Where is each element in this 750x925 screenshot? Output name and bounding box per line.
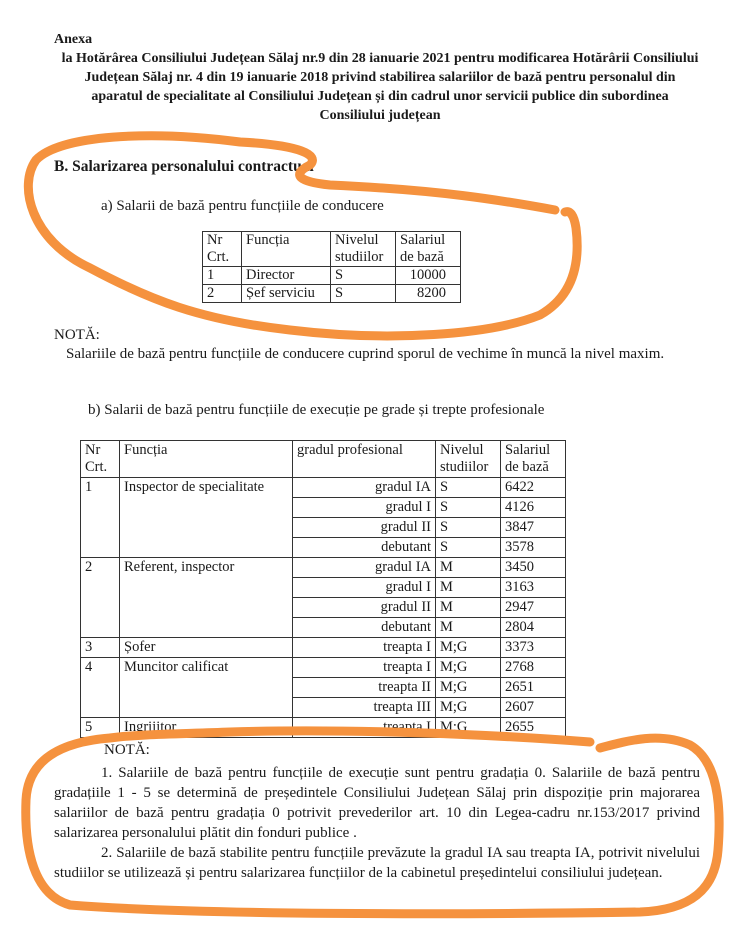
table-header-row	[203, 232, 461, 267]
cell-nr: 4	[81, 658, 120, 718]
table-row	[81, 638, 566, 658]
cell-grad: treapta II	[293, 678, 436, 698]
header-cell: Nivelul studiilor	[331, 232, 396, 267]
cell-salariu: 2947	[501, 598, 566, 618]
note-2-paragraph-2: 2. Salariile de bază stabilite pentru funcțiile prevăzute la gradul IA sau treapta IA, potrivit nivelului studiilor se utilizează și pentru salarizarea funcțiilor de la cabinetul președintelui consiliului județean.	[54, 845, 700, 881]
cell-studii: M	[436, 618, 501, 638]
execution-salary-table	[80, 440, 566, 738]
cell-grad: treapta I	[293, 638, 436, 658]
cell-nr: 1	[203, 267, 242, 285]
subsection-b-title: b) Salarii de bază pentru funcțiile de execuție pe grade și trepte profesionale	[88, 402, 545, 418]
cell-grad: gradul IA	[293, 478, 436, 498]
cell-functia: Inspector de specialitate	[120, 478, 293, 558]
cell-studii: M;G	[436, 638, 501, 658]
cell-salariu: 8200	[396, 285, 461, 303]
note-2-label: NOTĂ:	[104, 742, 150, 758]
cell-salariu: 3163	[501, 578, 566, 598]
cell-functia: Șofer	[120, 638, 293, 658]
header-cell: Funcția	[242, 232, 331, 267]
cell-grad: gradul II	[293, 598, 436, 618]
note-1-text: Salariile de bază pentru funcțiile de conducere cuprind sporul de vechime în muncă la nivel maxim.	[66, 346, 665, 362]
note-1-label: NOTĂ:	[54, 327, 100, 343]
cell-salariu: 10000	[396, 267, 461, 285]
cell-grad: gradul I	[293, 578, 436, 598]
cell-grad: debutant	[293, 538, 436, 558]
cell-functia: Ingrijitor	[120, 718, 293, 738]
cell-functia: Muncitor calificat	[120, 658, 293, 718]
cell-studii: M;G	[436, 678, 501, 698]
cell-grad: treapta III	[293, 698, 436, 718]
cell-grad: treapta I	[293, 718, 436, 738]
cell-salariu: 3847	[501, 518, 566, 538]
cell-studii: S	[331, 285, 396, 303]
note-2-body	[54, 763, 700, 883]
cell-salariu: 2607	[501, 698, 566, 718]
subsection-a-title: a) Salarii de bază pentru funcțiile de conducere	[101, 198, 384, 214]
cell-grad: gradul IA	[293, 558, 436, 578]
cell-salariu: 3578	[501, 538, 566, 558]
table-row	[81, 658, 566, 678]
management-salary-table	[202, 231, 461, 303]
cell-grad: gradul II	[293, 518, 436, 538]
cell-salariu: 2768	[501, 658, 566, 678]
cell-nr: 2	[203, 285, 242, 303]
header-cell: Funcția	[120, 441, 293, 478]
note-2-paragraph-1: 1. Salariile de bază pentru funcțiile de execuție sunt pentru gradația 0. Salariile de bază pentru gradațiile 1 - 5 se determină de președintele Consiliului Județean Sălaj prin dispoziție prin majorarea salariilor de bază pentru gradația 0 potrivit prevederilor art. 10 din Legea-cadru nr.153/2017 privind salarizarea personalului plătit din fonduri publice .	[54, 765, 700, 841]
cell-nr: 3	[81, 638, 120, 658]
table-row	[81, 478, 566, 498]
cell-functia: Șef serviciu	[242, 285, 331, 303]
header-cell: Nr Crt.	[203, 232, 242, 267]
table-header-row	[81, 441, 566, 478]
cell-nr: 5	[81, 718, 120, 738]
cell-studii: S	[331, 267, 396, 285]
cell-studii: M;G	[436, 698, 501, 718]
header-cell: Nr Crt.	[81, 441, 120, 478]
cell-salariu: 3373	[501, 638, 566, 658]
cell-grad: gradul I	[293, 498, 436, 518]
cell-salariu: 3450	[501, 558, 566, 578]
cell-studii: M	[436, 598, 501, 618]
cell-studii: M;G	[436, 658, 501, 678]
cell-functia: Director	[242, 267, 331, 285]
cell-studii: S	[436, 478, 501, 498]
header-cell: Nivelul studiilor	[436, 441, 501, 478]
cell-studii: S	[436, 518, 501, 538]
cell-functia: Referent, inspector	[120, 558, 293, 638]
cell-studii: M	[436, 578, 501, 598]
header-cell: Salariul de bază	[501, 441, 566, 478]
cell-salariu: 2651	[501, 678, 566, 698]
section-title: B. Salarizarea personalului contractual	[54, 158, 314, 175]
cell-salariu: 2804	[501, 618, 566, 638]
table-row	[81, 718, 566, 738]
cell-studii: S	[436, 498, 501, 518]
cell-salariu: 2655	[501, 718, 566, 738]
cell-nr: 1	[81, 478, 120, 558]
cell-salariu: 4126	[501, 498, 566, 518]
annex-label: Anexa	[54, 32, 93, 47]
cell-studii: S	[436, 538, 501, 558]
cell-nr: 2	[81, 558, 120, 638]
document-header: la Hotărârea Consiliului Județean Sălaj nr.9 din 28 ianuarie 2021 pentru modificarea Hotărârii Consiliului Județean Sălaj nr. 4 din 19 ianuarie 2018 privind stabilirea salariilor de bază pentru personalul din aparatul de specialitate al Consiliului Județean și din cadrul unor servicii publice din subordinea Consiliului județean	[61, 51, 699, 123]
header-cell: Salariul de bază	[396, 232, 461, 267]
header-cell: gradul profesional	[293, 441, 436, 478]
cell-grad: treapta I	[293, 658, 436, 678]
table-row	[203, 285, 461, 303]
cell-grad: debutant	[293, 618, 436, 638]
cell-studii: M	[436, 558, 501, 578]
cell-salariu: 6422	[501, 478, 566, 498]
cell-studii: M;G	[436, 718, 501, 738]
table-row	[81, 558, 566, 578]
table-row	[203, 267, 461, 285]
